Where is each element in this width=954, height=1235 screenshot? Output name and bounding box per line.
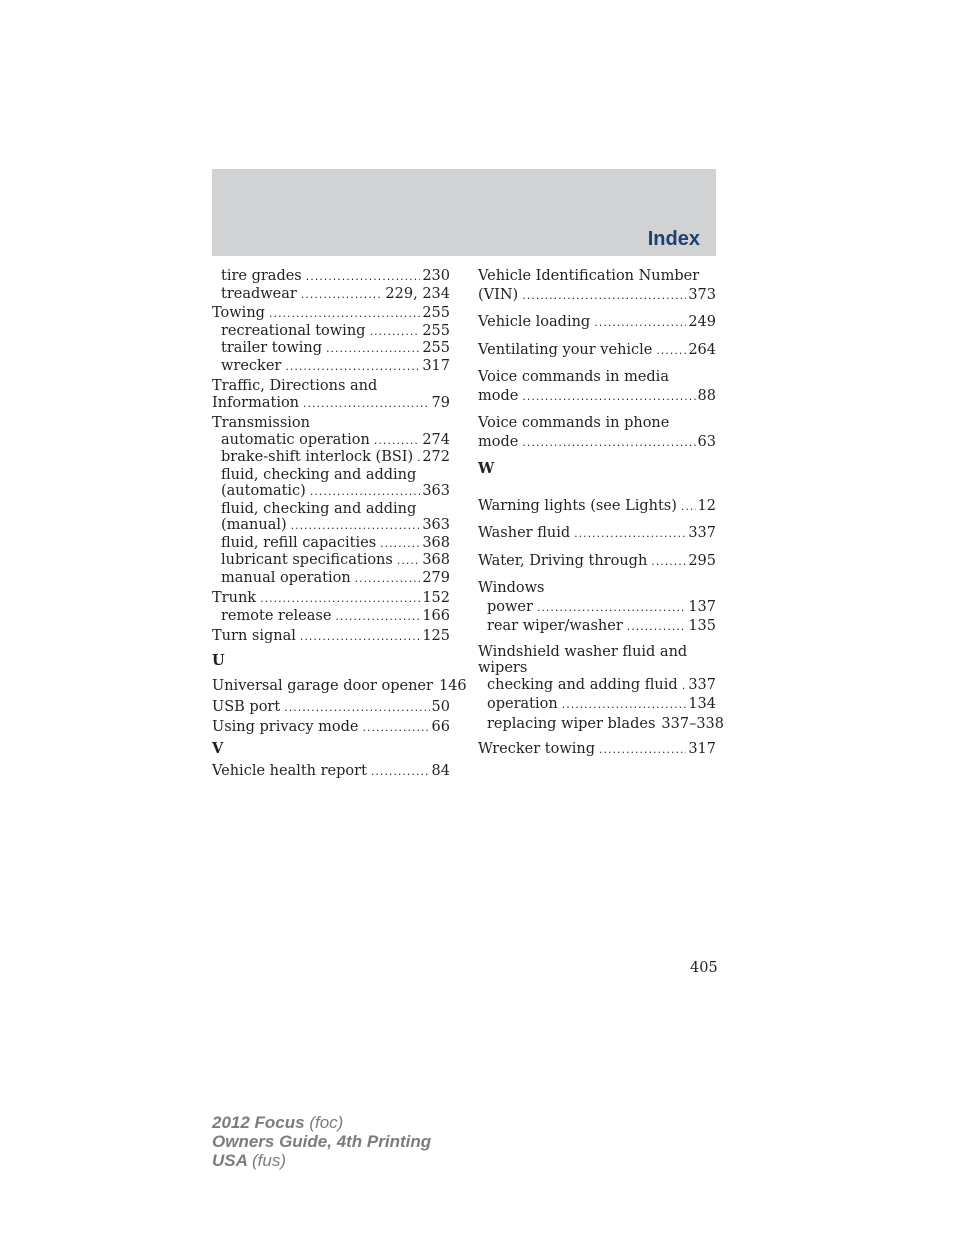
index-entry: wrecker ..... 317 (212, 358, 450, 376)
index-entry: power ..... 137 (478, 599, 716, 617)
section-title: Index (647, 228, 700, 250)
index-entry: (manual) ..... 363 (212, 517, 450, 535)
index-entry-line: fluid, checking and adding (221, 466, 417, 483)
index-entry: Information ..... 79 (212, 395, 450, 413)
index-entry: treadwear ..... 229, 234 (212, 286, 450, 304)
index-entry: tire grades ..... 230 (212, 268, 450, 286)
index-entry: Vehicle loading ..... 249 (478, 314, 716, 332)
index-entry: operation ..... 134 (478, 696, 716, 714)
index-entry: mode ..... 88 (478, 388, 716, 406)
page-number: 405 (690, 960, 718, 976)
index-entry: Vehicle health report ..... 84 (212, 763, 450, 781)
index-entry: mode ..... 63 (478, 434, 716, 452)
index-entry-line: Vehicle Identification Number (478, 268, 700, 284)
footer-line-region: USA (fus) (212, 1151, 286, 1170)
index-entry-line: Traffic, Directions and (212, 378, 378, 394)
index-entry: Ventilating your vehicle ..... 264 (478, 342, 716, 360)
index-entry: recreational towing ..... 255 (212, 323, 450, 341)
index-entry: automatic operation ..... 274 (212, 432, 450, 450)
index-column-right (478, 268, 724, 759)
index-entry: trailer towing ..... 255 (212, 340, 450, 358)
index-entry-line: fluid, checking and adding (221, 500, 417, 517)
footer-line-guide: Owners Guide, 4th Printing (212, 1132, 432, 1151)
index-column-left (212, 268, 467, 781)
index-entry: fluid, refill capacities ..... 368 (212, 535, 450, 553)
index-entry-line: wipers (478, 660, 528, 676)
index-entry: remote release ..... 166 (212, 608, 450, 626)
index-entry: USB port ..... 50 (212, 699, 450, 717)
index-entry-line: Windshield washer fluid and (478, 643, 688, 660)
index-entry: Turn signal ..... 125 (212, 628, 450, 646)
index-entry: Warning lights (see Lights) ..... 12 (478, 498, 716, 516)
index-entry-line: Voice commands in phone (478, 415, 670, 431)
index-entry: rear wiper/washer ..... 135 (478, 618, 716, 636)
index-entry: replacing wiper blades 337–338 (487, 715, 724, 732)
index-entry-line: Voice commands in media (478, 369, 669, 385)
index-entry: Wrecker towing ..... 317 (478, 741, 716, 759)
document-footer (212, 1113, 431, 1170)
index-entry: lubricant specifications ..... 368 (212, 552, 450, 570)
index-entry: (automatic) ..... 363 (212, 483, 450, 501)
index-entry: Trunk ..... 152 (212, 590, 450, 608)
index-letter-heading: U (212, 651, 225, 669)
index-entry: Towing ..... 255 (212, 305, 450, 323)
index-entry: Washer fluid ..... 337 (478, 525, 716, 543)
index-entry: brake-shift interlock (BSI) ..... 272 (212, 449, 450, 467)
index-letter-heading: V (212, 739, 224, 757)
index-entry: (VIN) ..... 373 (478, 287, 716, 305)
index-heading-entry: Windows (478, 580, 545, 596)
index-header-band (212, 169, 716, 256)
index-heading-entry: Transmission (212, 415, 311, 431)
footer-line-model: 2012 Focus (foc) (212, 1113, 344, 1132)
index-letter-heading: W (478, 460, 495, 477)
index-entry: Water, Driving through ..... 295 (478, 553, 716, 571)
index-entry: manual operation ..... 279 (212, 570, 450, 588)
index-entry: Universal garage door opener 146 (212, 678, 467, 694)
index-entry: checking and adding fluid ..... 337 (478, 677, 716, 695)
index-entry: Using privacy mode ..... 66 (212, 719, 450, 737)
